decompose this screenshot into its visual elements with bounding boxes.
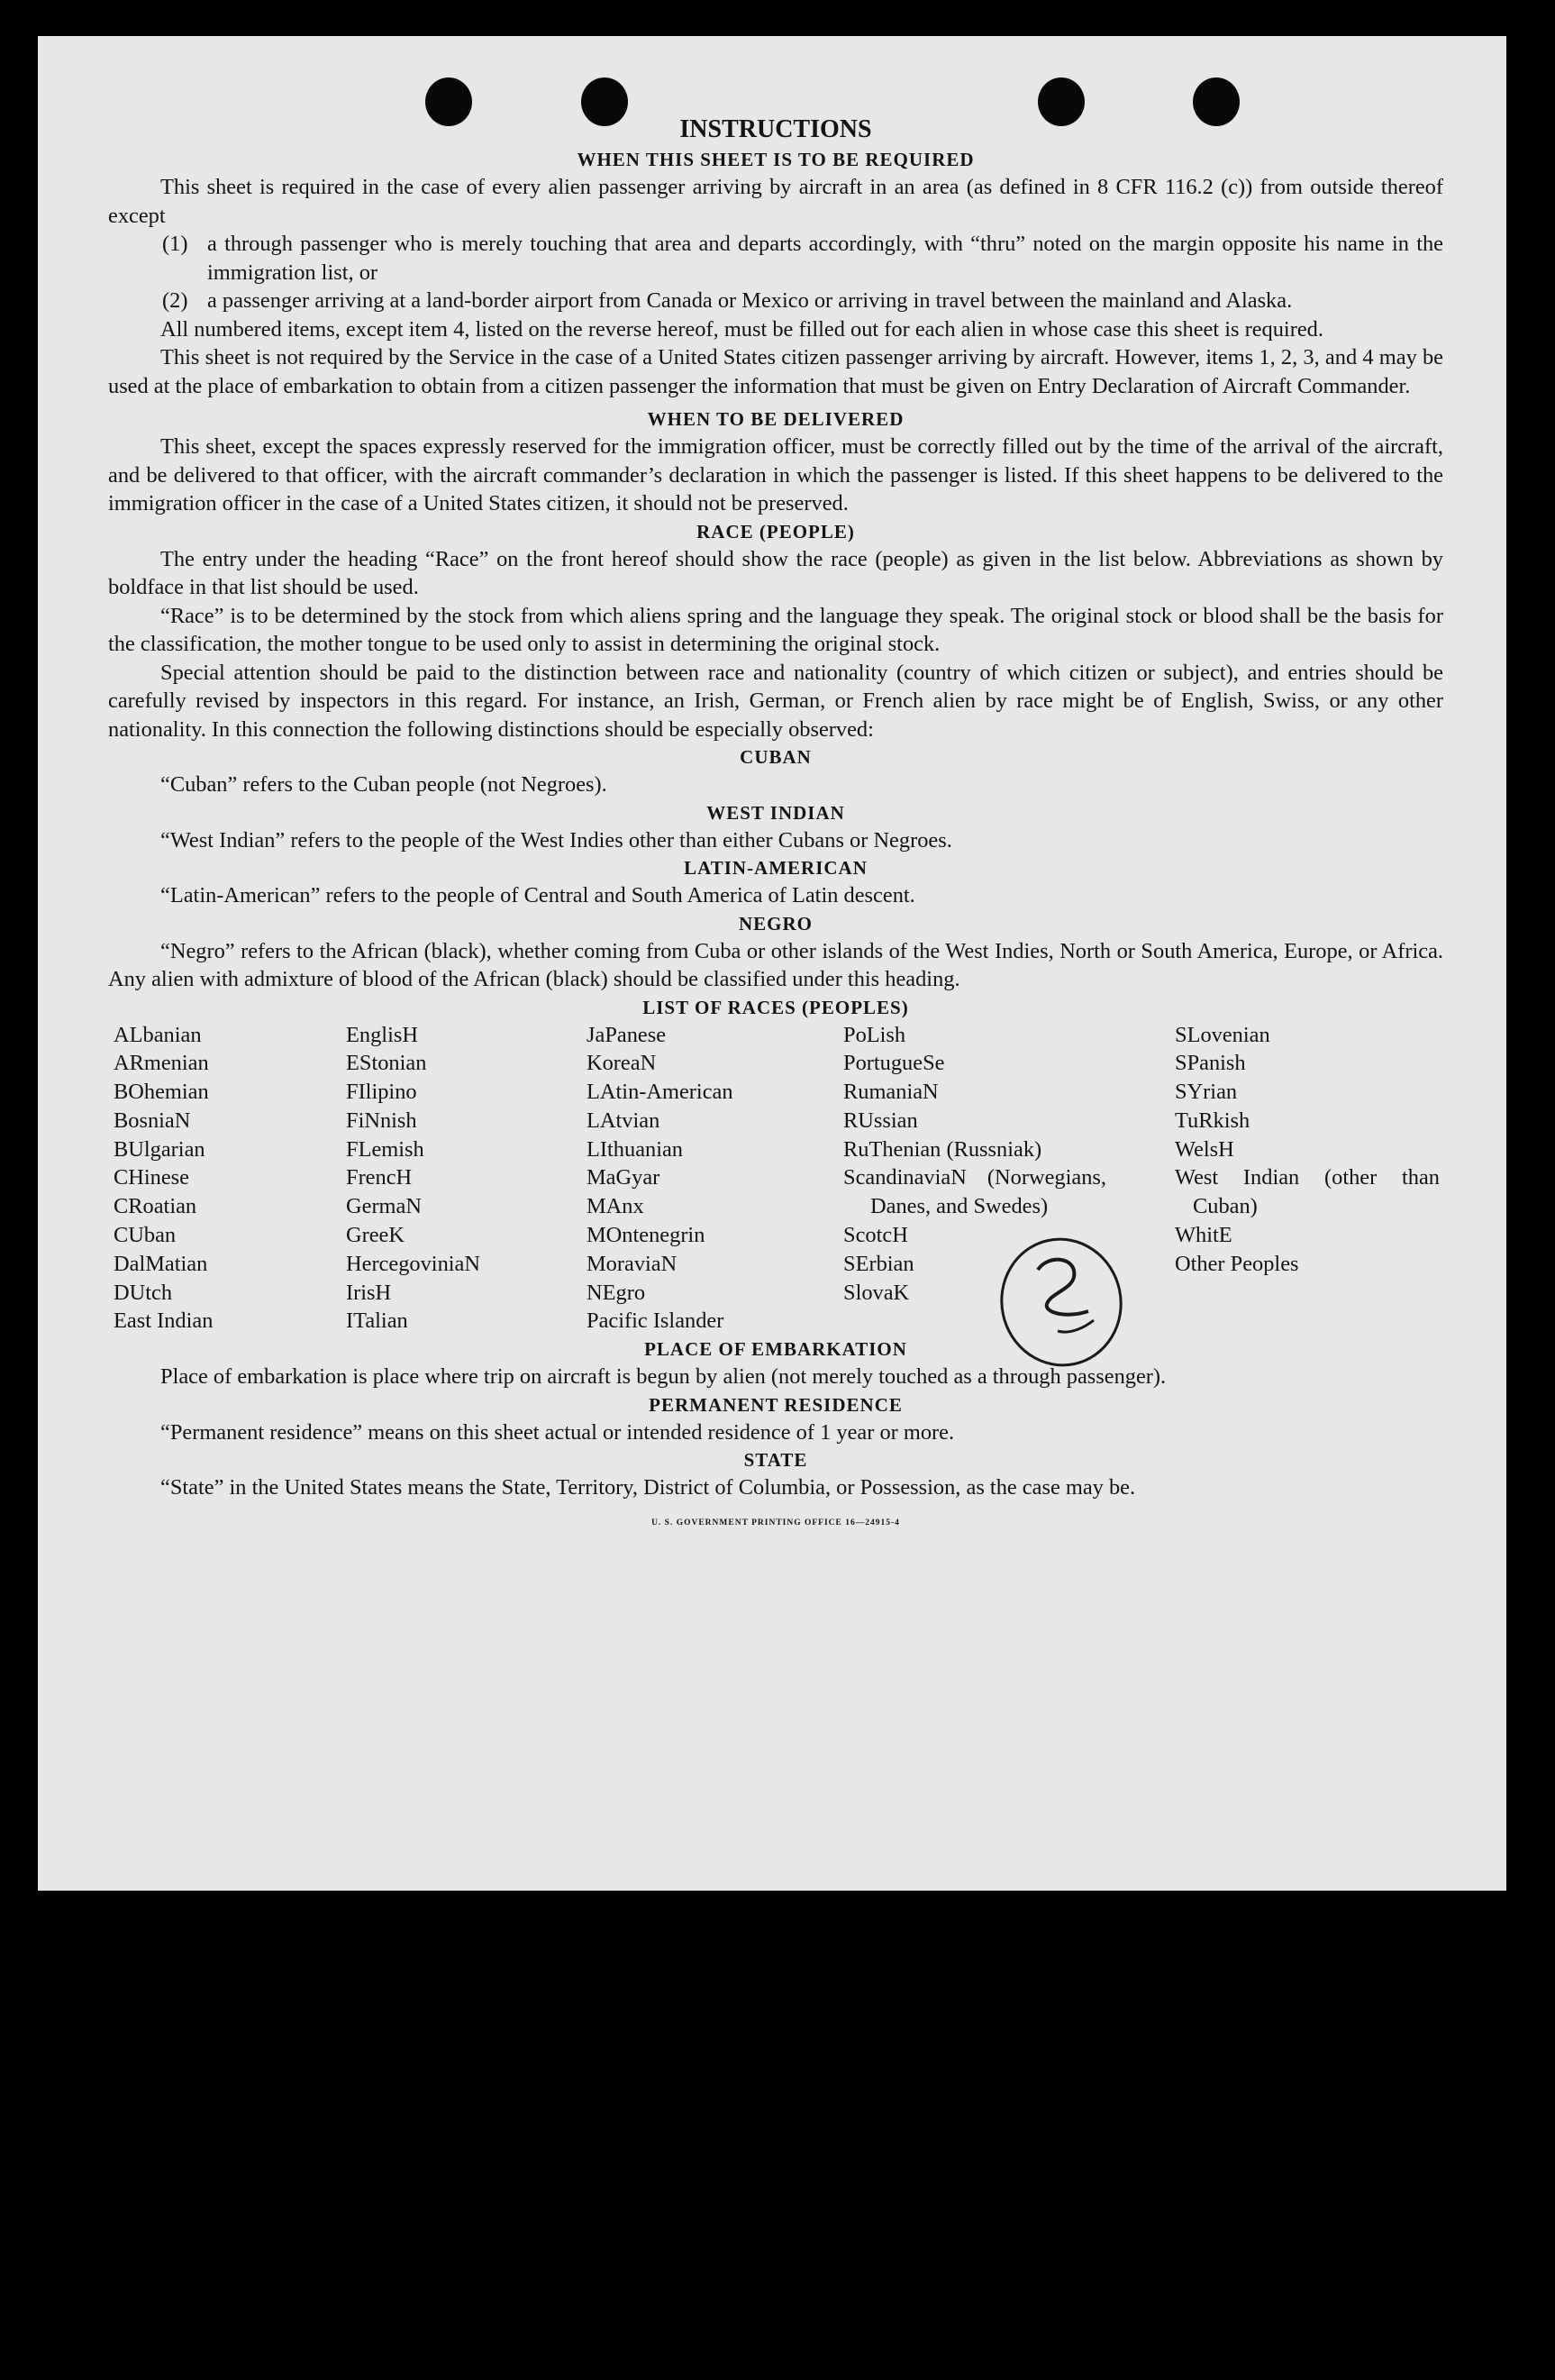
race-item: LIthuanian: [587, 1136, 684, 1162]
race-item: RUssian: [843, 1108, 918, 1133]
race-item: BUlgarian: [114, 1136, 205, 1162]
race-item: ITalian: [346, 1309, 408, 1334]
heading-race: RACE (PEOPLE): [696, 520, 855, 543]
race-item: WhitE: [1175, 1223, 1232, 1248]
race-item: PortugueSe: [843, 1051, 945, 1076]
race-item: ARmenian: [114, 1051, 209, 1076]
paragraph: This sheet is required in the case of every alien passenger arriving by aircraft in an area (as defined in 8 CFR 116.2 (c)) from outside thereof except: [108, 175, 1443, 228]
heading-cuban: CUBAN: [740, 746, 812, 768]
race-item: ALbanian: [114, 1022, 202, 1047]
page-title: INSTRUCTIONS: [679, 115, 872, 143]
race-item: EnglisH: [346, 1022, 418, 1047]
race-item: FrencH: [346, 1165, 413, 1190]
races-column: [838, 1021, 1169, 1336]
race-item: BOhemian: [114, 1080, 209, 1105]
paragraph: “Race” is to be determined by the stock from which aliens spring and the language they speak. The original stock or blood shall be the basis for the classification, the mother tongue to be used only to assist in determining the original stock.: [108, 603, 1443, 656]
race-item: LAtvian: [587, 1108, 660, 1133]
document-page: [38, 36, 1506, 1891]
race-item: EStonian: [346, 1051, 427, 1076]
race-item: SYrian: [1175, 1080, 1238, 1105]
race-item: FIlipino: [346, 1080, 417, 1105]
race-item: FiNnish: [346, 1108, 417, 1133]
race-item: CUban: [114, 1223, 177, 1248]
list-item: (2) a passenger arriving at a land-border airport from Canada or Mexico or arriving in travel between the mainland and Alaska.: [162, 288, 1293, 313]
race-item: CHinese: [114, 1165, 189, 1190]
heading-place-of-embarkation: PLACE OF EMBARKATION: [644, 1338, 907, 1361]
paragraph: Place of embarkation is place where trip on aircraft is begun by alien (not merely touched as a through passenger).: [160, 1364, 1167, 1390]
race-item: Other Peoples: [1175, 1251, 1299, 1276]
heading-list-of-races: LIST OF RACES (PEOPLES): [642, 996, 909, 1018]
races-table: [108, 1021, 1443, 1336]
paragraph: “Permanent residence” means on this sheet actual or intended residence of 1 year or more.: [160, 1419, 955, 1445]
races-column: [1169, 1021, 1443, 1336]
race-item: MoraviaN: [587, 1251, 677, 1276]
race-item: SErbian: [843, 1251, 914, 1276]
race-item: DalMatian: [114, 1251, 208, 1276]
race-item: NEgro: [587, 1280, 646, 1305]
heading-negro: NEGRO: [738, 912, 813, 935]
race-item: MAnx: [587, 1194, 644, 1219]
race-item: LAtin-American: [587, 1080, 733, 1105]
race-item: ScandinaviaN (Norwegians, Danes, and Swedes): [843, 1165, 1106, 1219]
race-item: TuRkish: [1175, 1108, 1250, 1133]
race-item: West Indian (other than Cuban): [1175, 1165, 1440, 1219]
races-column: [108, 1021, 341, 1336]
race-item: MOntenegrin: [587, 1223, 705, 1248]
race-item: GermaN: [346, 1194, 422, 1219]
race-item: PoLish: [843, 1022, 906, 1047]
race-item: SLovenian: [1175, 1022, 1270, 1047]
heading-state: STATE: [743, 1449, 808, 1472]
heading-latin-american: LATIN-AMERICAN: [684, 857, 868, 879]
paragraph: “Cuban” refers to the Cuban people (not Negroes).: [160, 772, 607, 797]
race-item: FLemish: [346, 1136, 424, 1162]
race-item: RumaniaN: [843, 1080, 939, 1105]
heading-when-delivered: WHEN TO BE DELIVERED: [647, 408, 905, 430]
race-item: SPanish: [1175, 1051, 1246, 1076]
race-item: SlovaK: [843, 1280, 910, 1305]
paragraph: The entry under the heading “Race” on the front hereof should show the race (people) as given in the list below. Abbreviations as shown by boldface in that list should be used.: [108, 546, 1443, 599]
races-column: [341, 1021, 581, 1336]
paragraph: “Negro” refers to the African (black), whether coming from Cuba or other islands of the West Indies, North or South America, Europe, or Africa. Any alien with admixture of blood of the African (black) should be classified under this heading.: [108, 938, 1443, 991]
race-item: IrisH: [346, 1280, 392, 1305]
paragraph: “State” in the United States means the State, Territory, District of Columbia, or Possession, as the case may be.: [160, 1475, 1136, 1500]
race-item: MaGyar: [587, 1165, 660, 1190]
heading-when-required: WHEN THIS SHEET IS TO BE REQUIRED: [577, 149, 975, 170]
race-item: Pacific Islander: [587, 1309, 724, 1334]
printer-imprint: U. S. GOVERNMENT PRINTING OFFICE 16—24915-4: [651, 1518, 900, 1527]
paragraph: All numbered items, except item 4, listed on the reverse hereof, must be filled out for each alien in whose case this sheet is required.: [160, 316, 1323, 342]
paragraph: This sheet, except the spaces expressly reserved for the immigration officer, must be correctly filled out by the time of the arrival of the aircraft, and be delivered to that officer, with the aircraft commander’s declaration in which the passenger is listed. If this sheet happens to be delivered to the immigration officer in the case of a United States citizen, it should not be preserved.: [108, 434, 1443, 515]
race-item: JaPanese: [587, 1022, 667, 1047]
list-item: (1) a through passenger who is merely touching that area and departs accordingly, with “thru” noted on the margin opposite his name in the immigration list, or: [162, 232, 1443, 285]
race-item: HercegoviniaN: [346, 1251, 480, 1276]
race-item: CRoatian: [114, 1194, 197, 1219]
races-column: [581, 1021, 838, 1336]
race-item: DUtch: [114, 1280, 173, 1305]
race-item: GreeK: [346, 1223, 405, 1248]
instructions-body: [108, 114, 1443, 1537]
paragraph: Special attention should be paid to the distinction between race and nationality (country of which citizen or subject), and entries should be carefully revised by inspectors in this regard. For instance, an Irish, German, or French alien by race might be of English, Swiss, or any other nationality. In this connection the following distinctions should be especially observed:: [108, 660, 1443, 742]
race-item: KoreaN: [587, 1051, 657, 1076]
paragraph: “Latin-American” refers to the people of Central and South America of Latin descent.: [160, 883, 915, 907]
paragraph: This sheet is not required by the Service in the case of a United States citizen passenger arriving by aircraft. However, items 1, 2, 3, and 4 may be used at the place of embarkation to obtain from a citizen passenger the information that must be given on Entry Declaration of Aircraft Commander.: [108, 345, 1443, 398]
race-item: WelsH: [1175, 1136, 1234, 1162]
race-item: RuThenian (Russniak): [843, 1136, 1042, 1162]
race-item: East Indian: [114, 1309, 214, 1334]
race-item: BosniaN: [114, 1108, 191, 1133]
paragraph: “West Indian” refers to the people of the West Indies other than either Cubans or Negroes.: [160, 827, 952, 853]
race-item: ScotcH: [843, 1223, 908, 1248]
heading-west-indian: WEST INDIAN: [706, 801, 845, 824]
heading-permanent-residence: PERMANENT RESIDENCE: [649, 1393, 903, 1416]
